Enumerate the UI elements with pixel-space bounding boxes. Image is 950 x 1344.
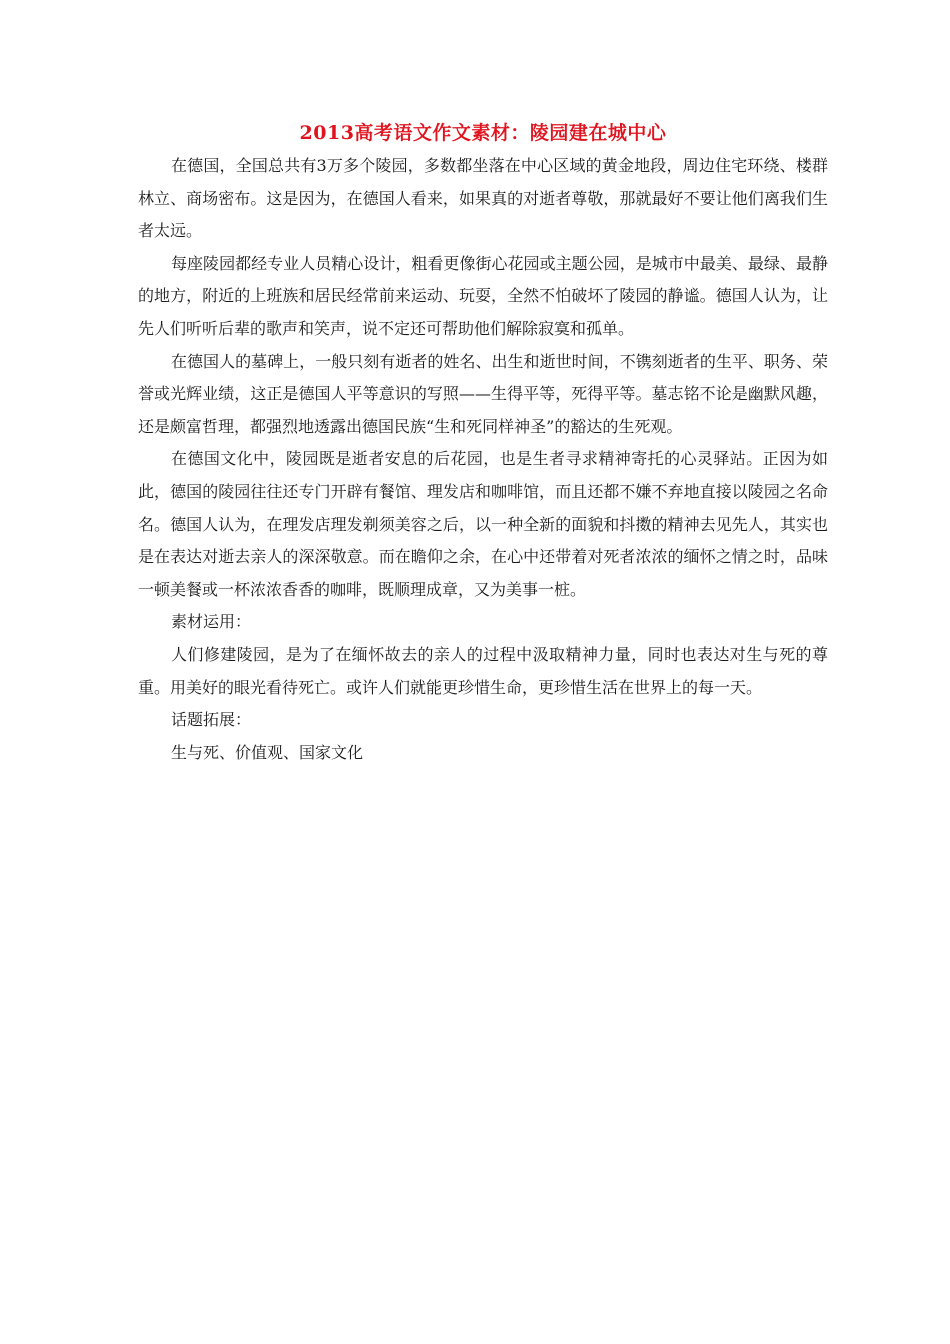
document-title: 2013高考语文作文素材：陵园建在城中心 — [299, 122, 667, 144]
paragraph-topic-extension: 生与死、价值观、国家文化 — [171, 742, 364, 762]
paragraph-2: 每座陵园都经专业人员精心设计，粗看更像街心花园或主题公园，是城市中最美、最绿、最静的地方，附近的上班族和居民经常前来运动、玩耍，全然不怕破坏了陵园的静谧。德国人认为，让先人们听听后辈的歌声和笑声，说不定还可帮助他们解除寂寞和孤单。 — [138, 253, 828, 338]
paragraph-3: 在德国人的墓碑上，一般只刻有逝者的姓名、出生和逝世时间，不镌刻逝者的生平、职务、荣誉或光辉业绩，这正是德国人平等意识的写照——生得平等，死得平等。墓志铭不论是幽默风趣，还是颇富哲理，都强烈地透露出德国民族“生和死同样神圣”的豁达的生死观。 — [138, 351, 828, 436]
paragraph-1: 在德国，全国总共有3万多个陵园，多数都坐落在中心区域的黄金地段，周边住宅环绕、楼群林立、商场密布。这是因为，在德国人看来，如果真的对逝者尊敬，那就最好不要让他们离我们生者太远。 — [138, 156, 828, 241]
section-heading-topic-extension: 话题拓展： — [171, 710, 252, 730]
section-heading-material-use: 素材运用： — [171, 612, 252, 632]
document-page — [138, 120, 828, 769]
paragraph-4: 在德国文化中，陵园既是逝者安息的后花园，也是生者寻求精神寄托的心灵驿站。正因为如此，德国的陵园往往还专门开辟有餐馆、理发店和咖啡馆，而且还都不嫌不弃地直接以陵园之名命名。德国人认为，在理发店理发剃须美容之后，以一种全新的面貌和抖擞的精神去见先人，其实也是在表达对逝去亲人的深深敬意。而在瞻仰之余，在心中还带着对死者浓浓的缅怀之情之时，品味一顿美餐或一杯浓浓香香的咖啡，既顺理成章，又为美事一桩。 — [138, 449, 828, 599]
paragraph-material-use: 人们修建陵园，是为了在缅怀故去的亲人的过程中汲取精神力量，同时也表达对生与死的尊重。用美好的眼光看待死亡。或许人们就能更珍惜生命，更珍惜生活在世界上的每一天。 — [138, 644, 828, 697]
